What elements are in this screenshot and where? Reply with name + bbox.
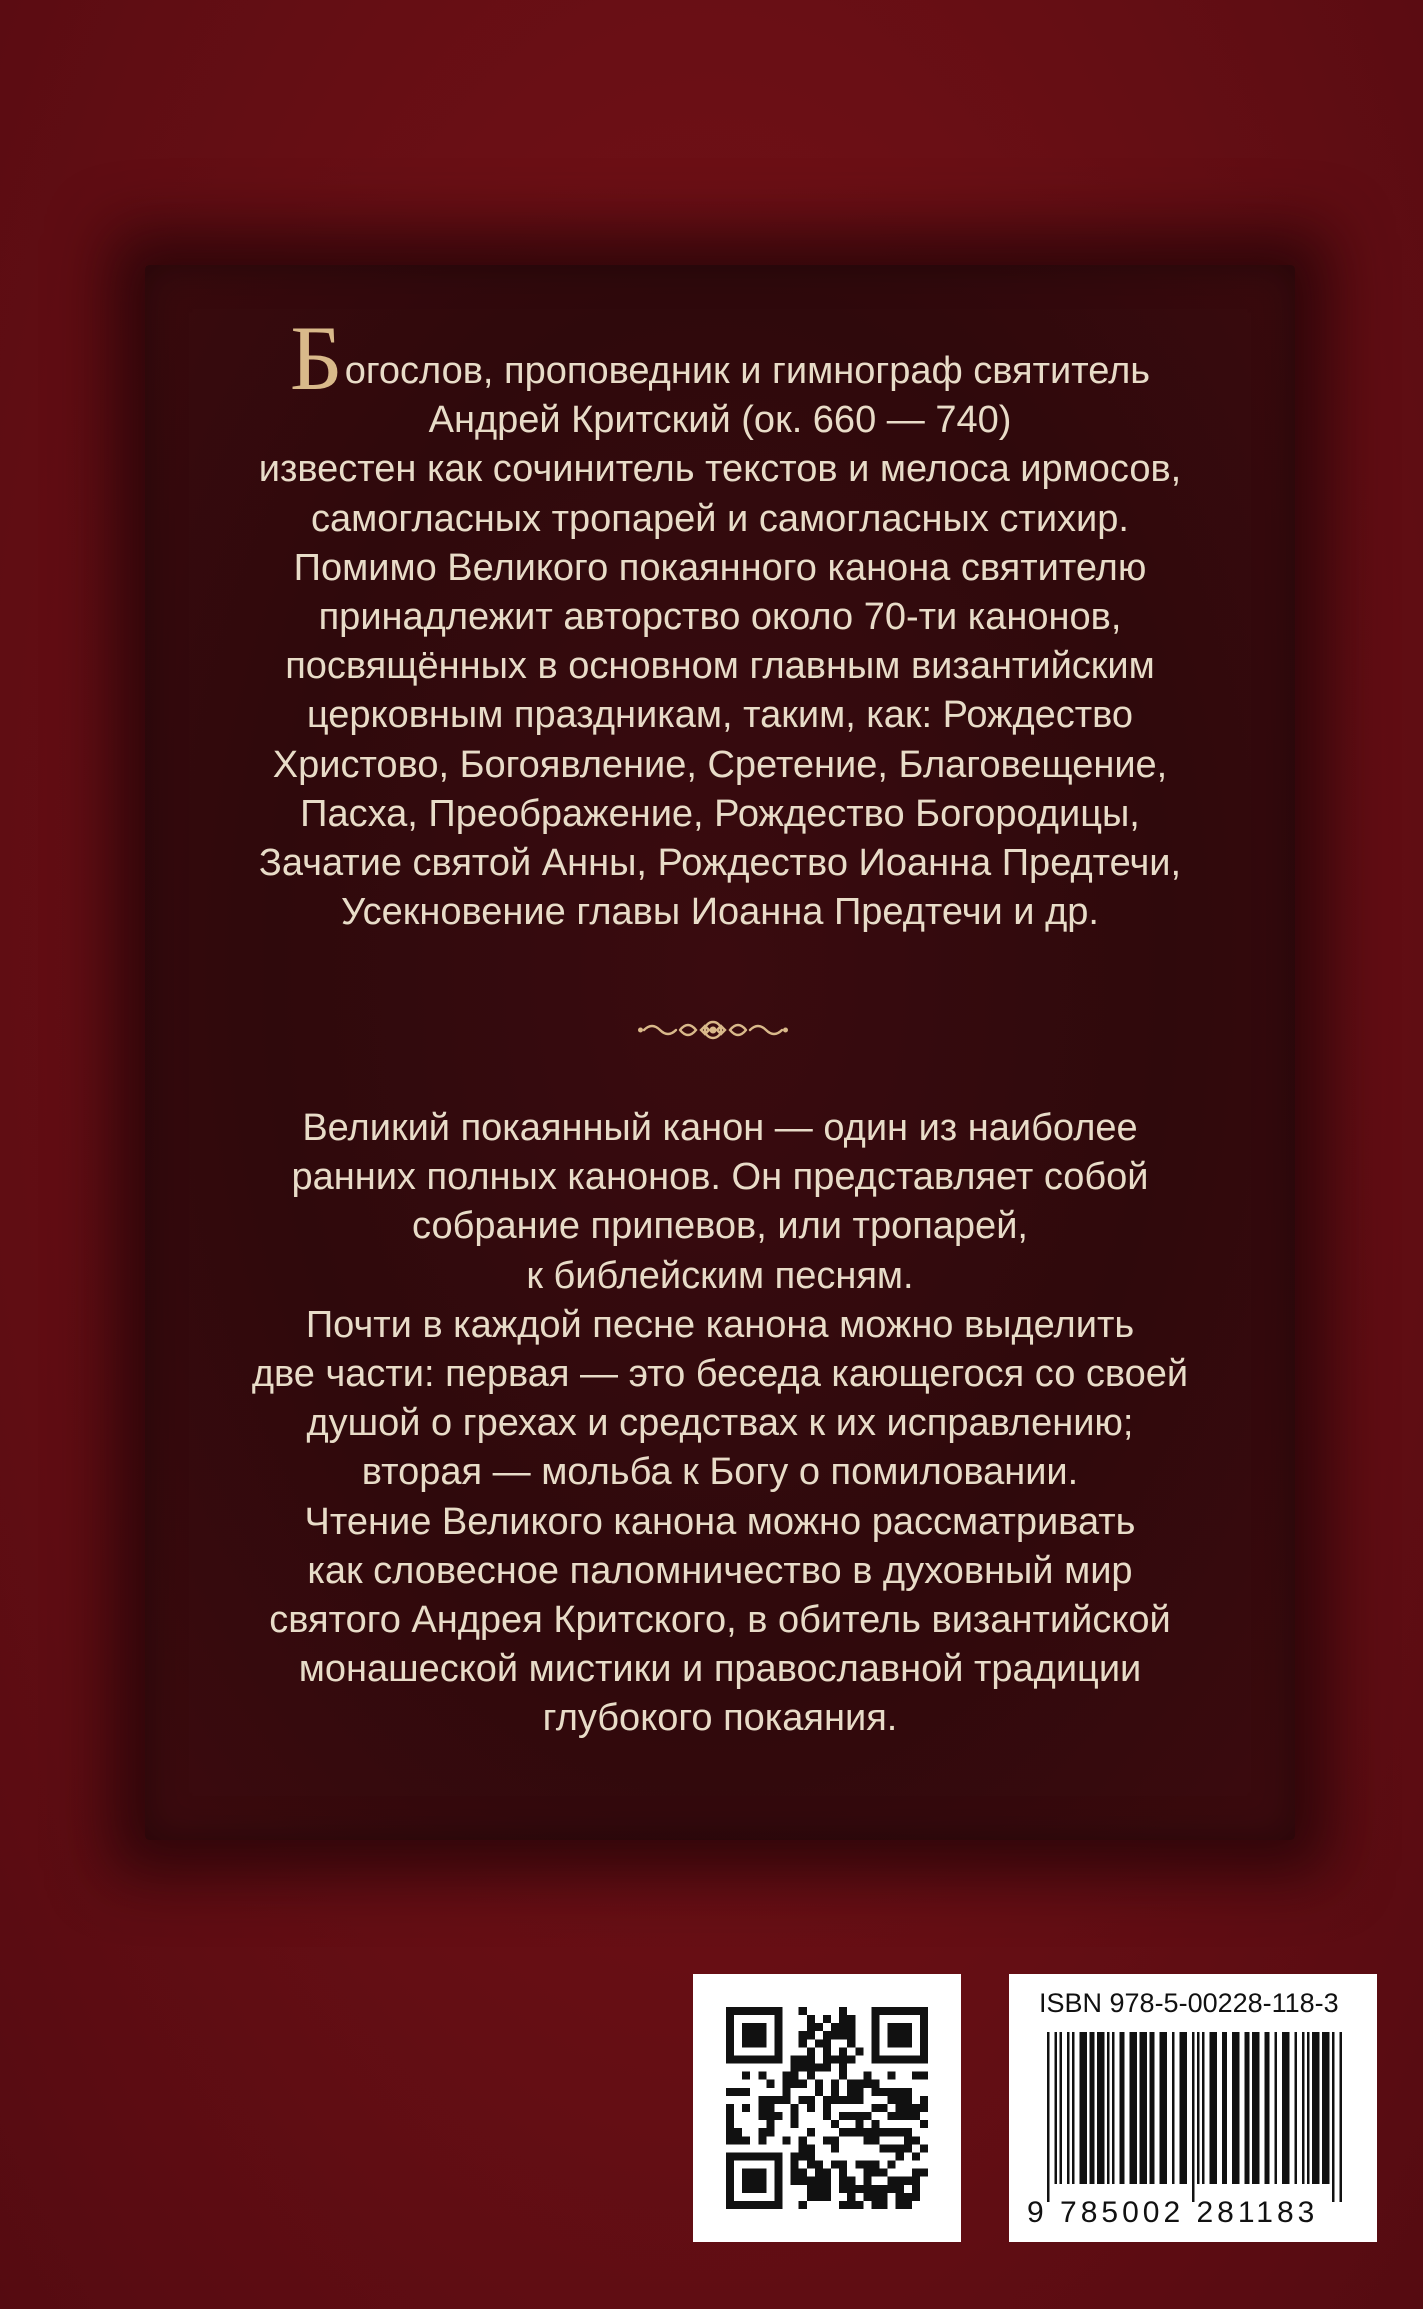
description-line: Зачатие святой Анны, Рождество Иоанна Предтечи,: [258, 842, 1182, 885]
description-line: святого Андрея Критского, в обитель византийской: [269, 1599, 1171, 1642]
description-first-line-text: огослов, проповедник и гимнограф святитель: [344, 350, 1151, 392]
description-line: Чтение Великого канона можно рассматривать: [304, 1500, 1136, 1543]
description-line: Почти в каждой песне канона можно выделить: [305, 1303, 1135, 1346]
description-line: Помимо Великого покаянного канона святителю: [293, 546, 1147, 589]
description-line: глубокого покаяния.: [542, 1697, 898, 1740]
barcode-icon: [1039, 2032, 1351, 2202]
description-first-line: [200, 307, 1240, 409]
description-block-1: [200, 307, 1240, 937]
description-line: известен как сочинитель текстов и мелоса ирмосов,: [258, 448, 1182, 491]
description-line: посвящённых в основном главным византийским: [285, 645, 1155, 688]
description-block-2: [200, 1104, 1240, 1744]
description-line: ранних полных канонов. Он представляет собой: [291, 1156, 1149, 1199]
description-line: душой о грехах и средствах к их исправлению;: [306, 1402, 1134, 1445]
isbn-label: ISBN 978-5-00228-118-3: [1039, 1988, 1339, 2018]
drop-cap: Б: [289, 307, 343, 409]
description-line: самогласных тропарей и самогласных стихир.: [311, 497, 1129, 540]
description-line: как словесное паломничество в духовный мир: [307, 1549, 1133, 1592]
description-line: Христово, Богоявление, Сретение, Благовещение,: [272, 743, 1168, 786]
description-line: монашеской мистики и православной традиции: [298, 1648, 1142, 1691]
description-line: вторая — мольба к Богу о помиловании.: [361, 1451, 1079, 1494]
qr-code-box: [693, 1974, 961, 2242]
description-line: собрание припевов, или тропарей,: [412, 1205, 1028, 1248]
description-line: Пасха, Преображение, Рождество Богородицы,: [300, 792, 1140, 835]
barcode-digits: 9 785002 281183: [1027, 2196, 1319, 2229]
description-line: церковным праздникам, таким, как: Рождество: [306, 694, 1134, 737]
description-line: принадлежит авторство около 70-ти канонов,: [318, 596, 1122, 639]
description-line: Усекновение главы Иоанна Предтечи и др.: [341, 891, 1099, 934]
description-line: две части: первая — это беседа кающегося со своей: [251, 1353, 1189, 1396]
description-line: Великий покаянный канон — один из наиболее: [302, 1107, 1138, 1149]
description-line: к библейским песням.: [526, 1254, 914, 1297]
isbn-barcode-box: [1009, 1974, 1377, 2242]
qr-code-icon: [726, 2007, 928, 2209]
ornament-divider-icon: [638, 1012, 788, 1048]
description-line: Андрей Критский (ок. 660 — 740): [428, 399, 1012, 442]
